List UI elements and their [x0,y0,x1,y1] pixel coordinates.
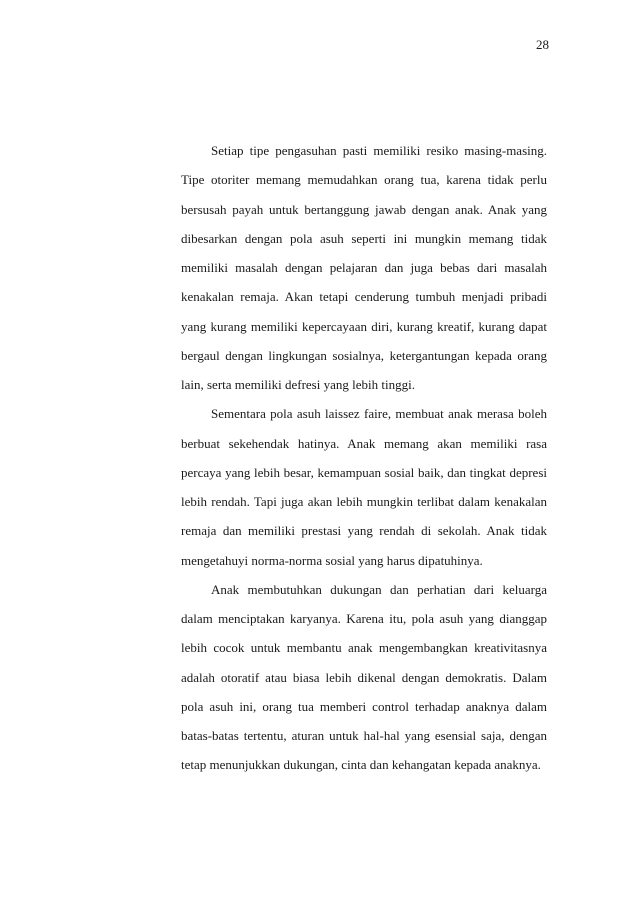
body-text [181,136,547,780]
paragraph: Setiap tipe pengasuhan pasti memiliki resiko masing-masing. Tipe otoriter memang memudahkan orang tua, karena tidak perlu bersusah payah untuk bertanggung jawab dengan anak. Anak yang dibesarkan dengan pola asuh seperti ini mungkin memang tidak memiliki masalah dengan pelajaran dan juga bebas dari masalah kenakalan remaja. Akan tetapi cenderung tumbuh menjadi pribadi yang kurang memiliki kepercayaan diri, kurang kreatif, kurang dapat bergaul dengan lingkungan sosialnya, ketergantungan kepada orang lain, serta memiliki defresi yang lebih tinggi. [181,143,547,392]
paragraph: Anak membutuhkan dukungan dan perhatian dari keluarga dalam menciptakan karyanya. Karena itu, pola asuh yang dianggap lebih cocok untuk membantu anak mengembangkan kreativitasnya adalah otoratif atau biasa lebih dikenal dengan demokratis. Dalam pola asuh ini, orang tua memberi control terhadap anaknya dalam batas-batas tertentu, aturan untuk hal-hal yang esensial saja, dengan tetap menunjukkan dukungan, cinta dan kehangatan kepada anaknya. [181,581,547,773]
page-number: 28 [536,37,549,52]
paragraph: Sementara pola asuh laissez faire, membuat anak merasa boleh berbuat sekehendak hatinya. Anak memang akan memiliki rasa percaya yang lebih besar, kemampuan sosial baik, dan tingkat depresi lebih rendah. Tapi juga akan lebih mungkin terlibat dalam kenakalan remaja dan memiliki prestasi yang rendah di sekolah. Anak tidak mengetahuyi norma-norma sosial yang harus dipatuhinya. [181,406,547,568]
